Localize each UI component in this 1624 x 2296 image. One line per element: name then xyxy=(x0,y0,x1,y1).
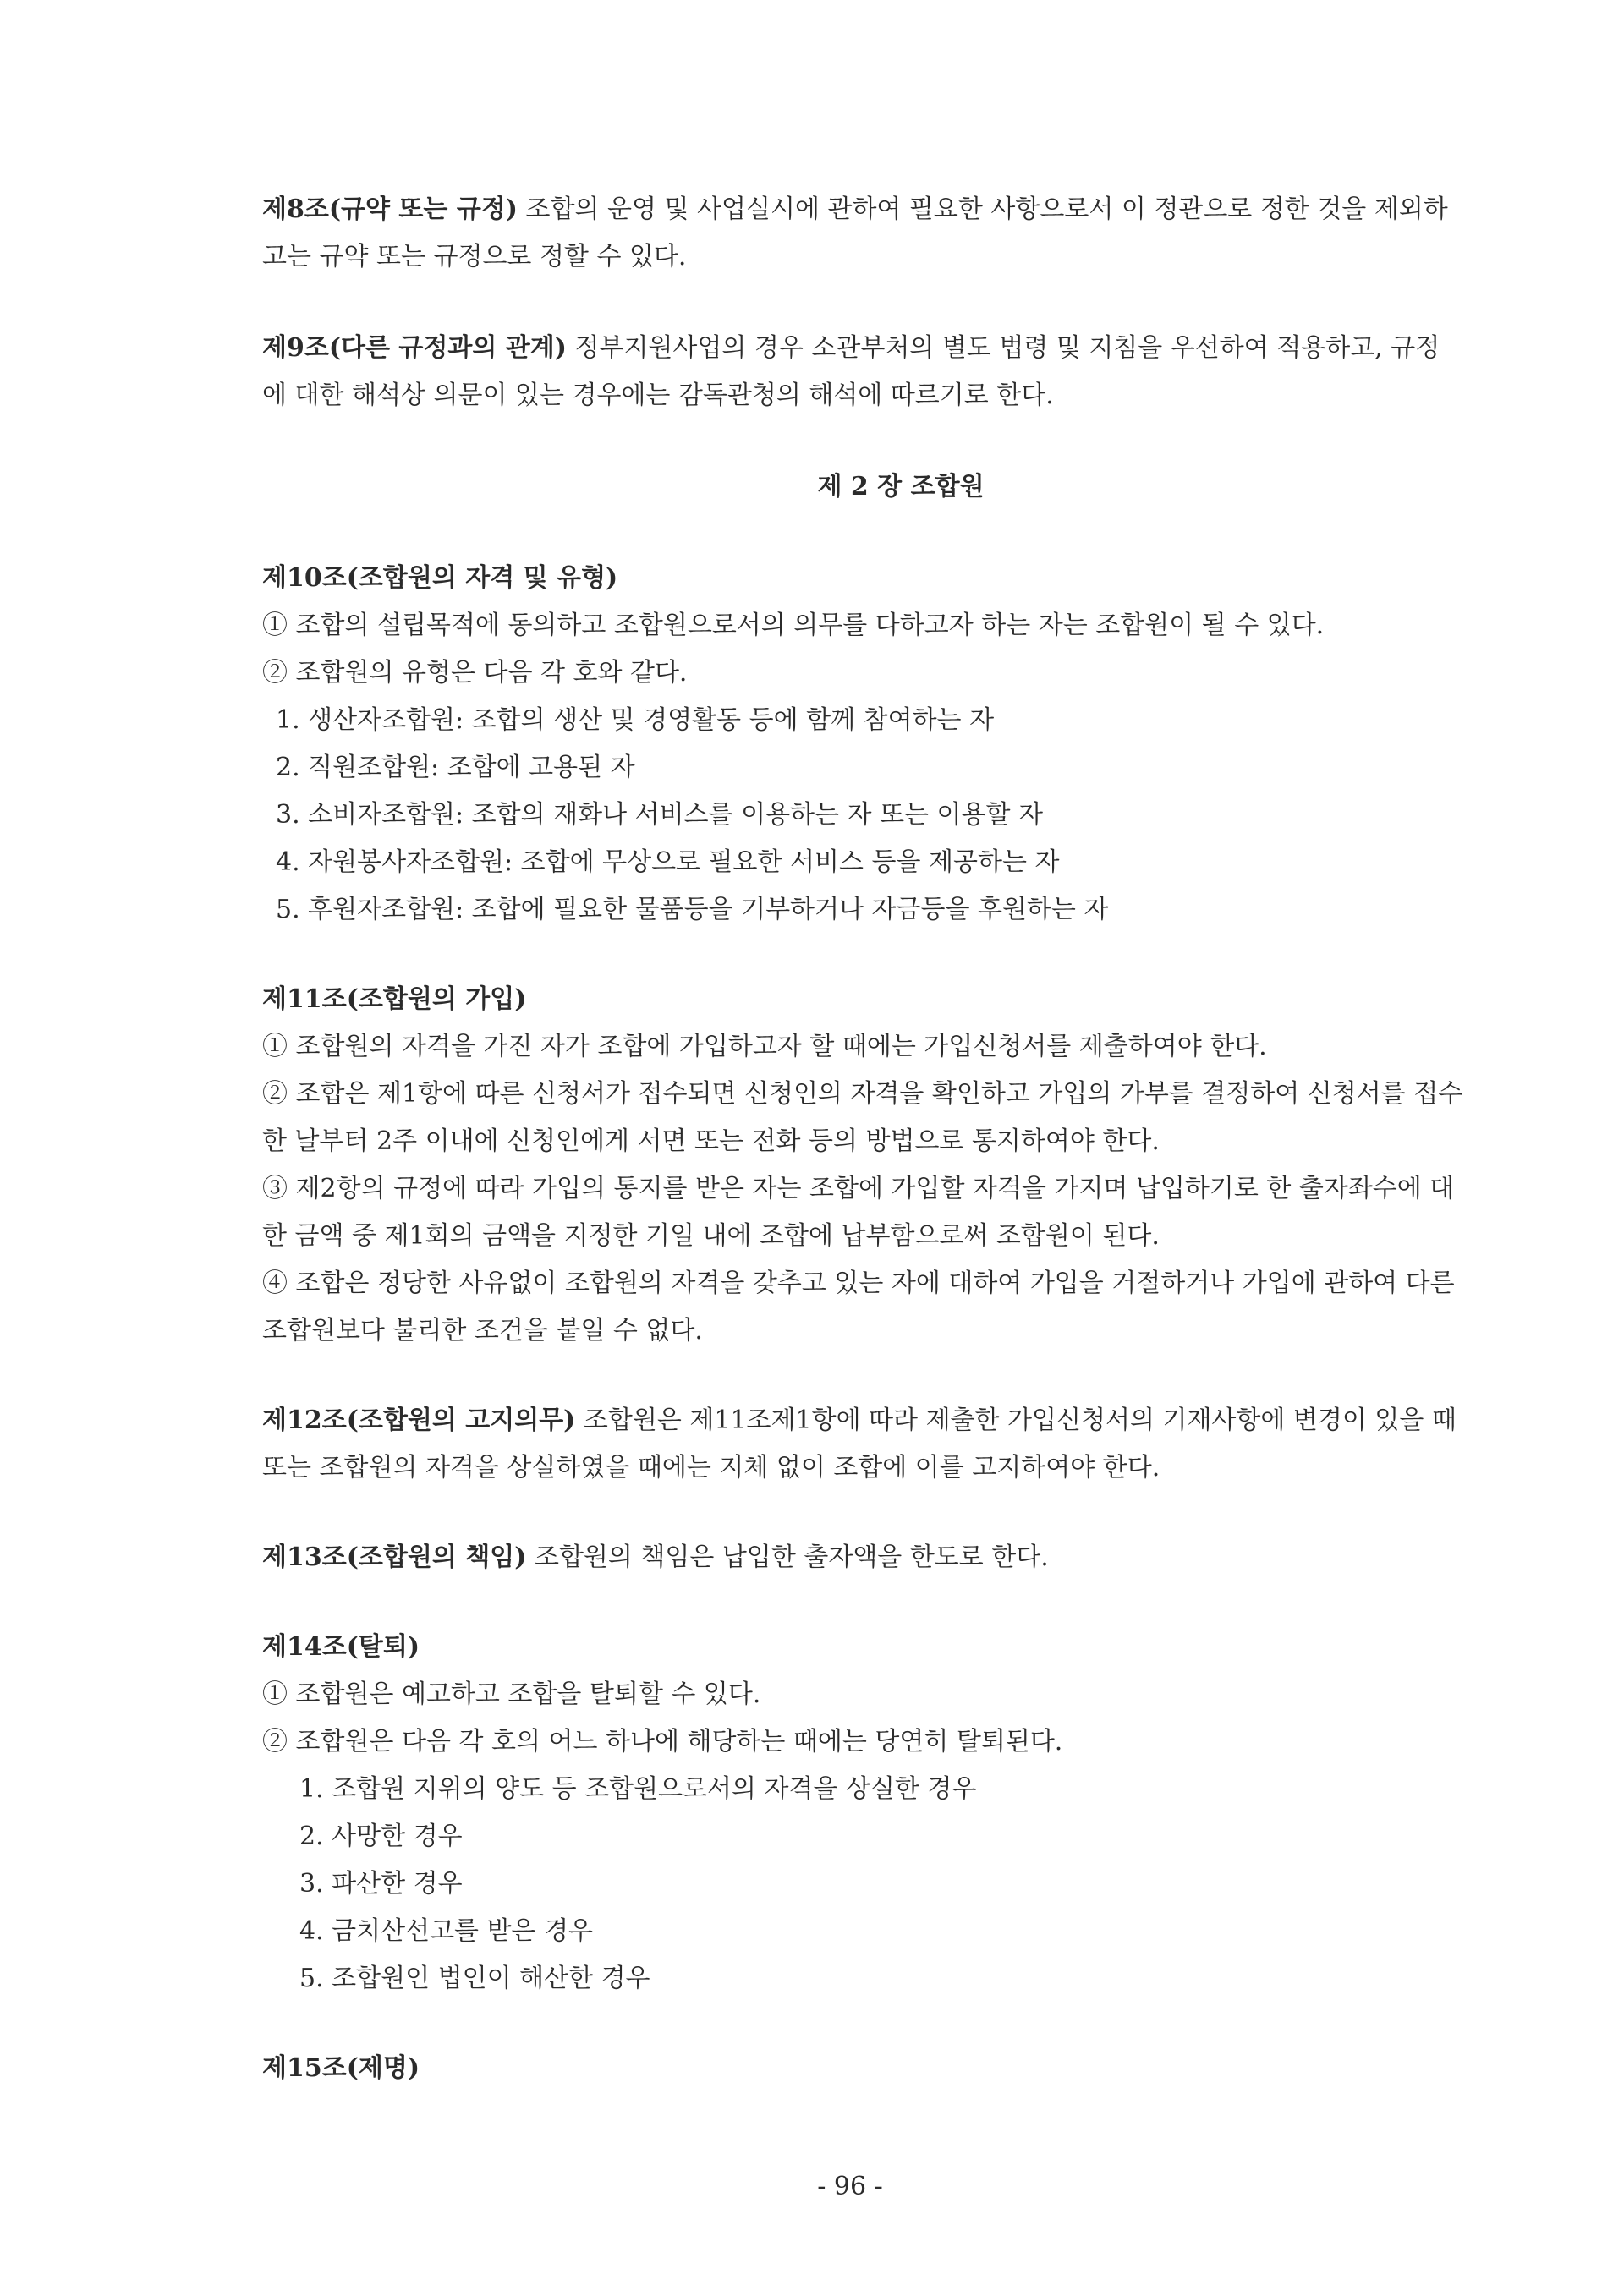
list-item: 3. 파산한 경우 xyxy=(299,1869,463,1899)
article-text: 조합원은 제11조제1항에 따라 제출한 가입신청서의 기재사항에 변경이 있을 때 또는 조합원의 자격을 상실하였을 때에는 지체 없이 조합에 이를 고지하여야 한다. xyxy=(262,1406,1457,1482)
article-title: 제8조(규약 또는 규정) xyxy=(262,195,518,224)
article-9 xyxy=(262,325,1463,419)
article-14 xyxy=(262,1624,1463,2003)
list-item: 2. 직원조합원: 조합에 고용된 자 xyxy=(276,753,635,782)
clause: ② 조합은 제1항에 따른 신청서가 접수되면 신청인의 자격을 확인하고 가입의 가부를 결정하여 신청서를 접수한 날부터 2주 이내에 신청인에게 서면 또는 전화 등의 방법으로 통지하여야 한다. xyxy=(262,1079,1463,1156)
article-text: 정부지원사업의 경우 소관부처의 별도 법령 및 지침을 우선하여 적용하고, 규정에 대한 해석상 의문이 있는 경우에는 감독관청의 해석에 따르기로 한다. xyxy=(262,333,1440,410)
list-item: 5. 조합원인 법인이 해산한 경우 xyxy=(299,1964,650,1993)
page-number: - 96 - xyxy=(817,2172,883,2201)
clause: ② 조합원의 유형은 다음 각 호와 같다. xyxy=(262,658,688,688)
document-body xyxy=(262,186,1463,2092)
list-item: 1. 생산자조합원: 조합의 생산 및 경영활동 등에 함께 참여하는 자 xyxy=(276,705,995,735)
article-text: 조합의 운영 및 사업실시에 관하여 필요한 사항으로서 이 정관으로 정한 것을 제외하고는 규약 또는 규정으로 정할 수 있다. xyxy=(262,195,1448,271)
article-title: 제9조(다른 규정과의 관계) xyxy=(262,333,567,363)
list-item: 5. 후원자조합원: 조합에 필요한 물품등을 기부하거나 자금등을 후원하는 자 xyxy=(276,895,1109,924)
article-title: 제11조(조합원의 가입) xyxy=(262,984,527,1014)
clause: ① 조합원의 자격을 가진 자가 조합에 가입하고자 할 때에는 가입신청서를 제출하여야 한다. xyxy=(262,1032,1267,1061)
list-item: 3. 소비자조합원: 조합의 재화나 서비스를 이용하는 자 또는 이용할 자 xyxy=(276,800,1044,830)
article-title: 제14조(탈퇴) xyxy=(262,1632,420,1662)
article-title: 제12조(조합원의 고지의무) xyxy=(262,1406,576,1435)
list-item: 4. 자원봉사자조합원: 조합에 무상으로 필요한 서비스 등을 제공하는 자 xyxy=(276,847,1060,877)
article-10 xyxy=(262,555,1463,934)
article-12 xyxy=(262,1397,1463,1492)
article-13 xyxy=(262,1534,1463,1581)
clause: ③ 제2항의 규정에 따라 가입의 통지를 받은 자는 조합에 가입할 자격을 가지며 납입하기로 한 출자좌수에 대한 금액 중 제1회의 금액을 지정한 기일 내에 조합에 납부함으로써 조합원이 된다. xyxy=(262,1174,1455,1251)
article-15-title: 제15조(제명) xyxy=(262,2053,420,2083)
clause: ① 조합원은 예고하고 조합을 탈퇴할 수 있다. xyxy=(262,1680,761,1709)
article-title: 제10조(조합원의 자격 및 유형) xyxy=(262,563,618,593)
list-item: 4. 금치산선고를 받은 경우 xyxy=(299,1916,594,1946)
clause: ① 조합의 설립목적에 동의하고 조합원으로서의 의무를 다하고자 하는 자는 조합원이 될 수 있다. xyxy=(262,611,1325,640)
chapter-heading: 제 2 장 조합원 xyxy=(817,472,985,501)
article-text: 조합원의 책임은 납입한 출자액을 한도로 한다. xyxy=(526,1543,1049,1572)
clause: ② 조합원은 다음 각 호의 어느 하나에 해당하는 때에는 당연히 탈퇴된다. xyxy=(262,1727,1063,1756)
article-8 xyxy=(262,186,1463,281)
list-item: 1. 조합원 지위의 양도 등 조합원으로서의 자격을 상실한 경우 xyxy=(299,1774,977,1804)
article-11 xyxy=(262,976,1463,1355)
list-item: 2. 사망한 경우 xyxy=(299,1822,463,1851)
article-title: 제13조(조합원의 책임) xyxy=(262,1543,527,1572)
clause: ④ 조합은 정당한 사유없이 조합원의 자격을 갖추고 있는 자에 대하여 가입을 거절하거나 가입에 관하여 다른 조합원보다 불리한 조건을 붙일 수 없다. xyxy=(262,1269,1455,1345)
